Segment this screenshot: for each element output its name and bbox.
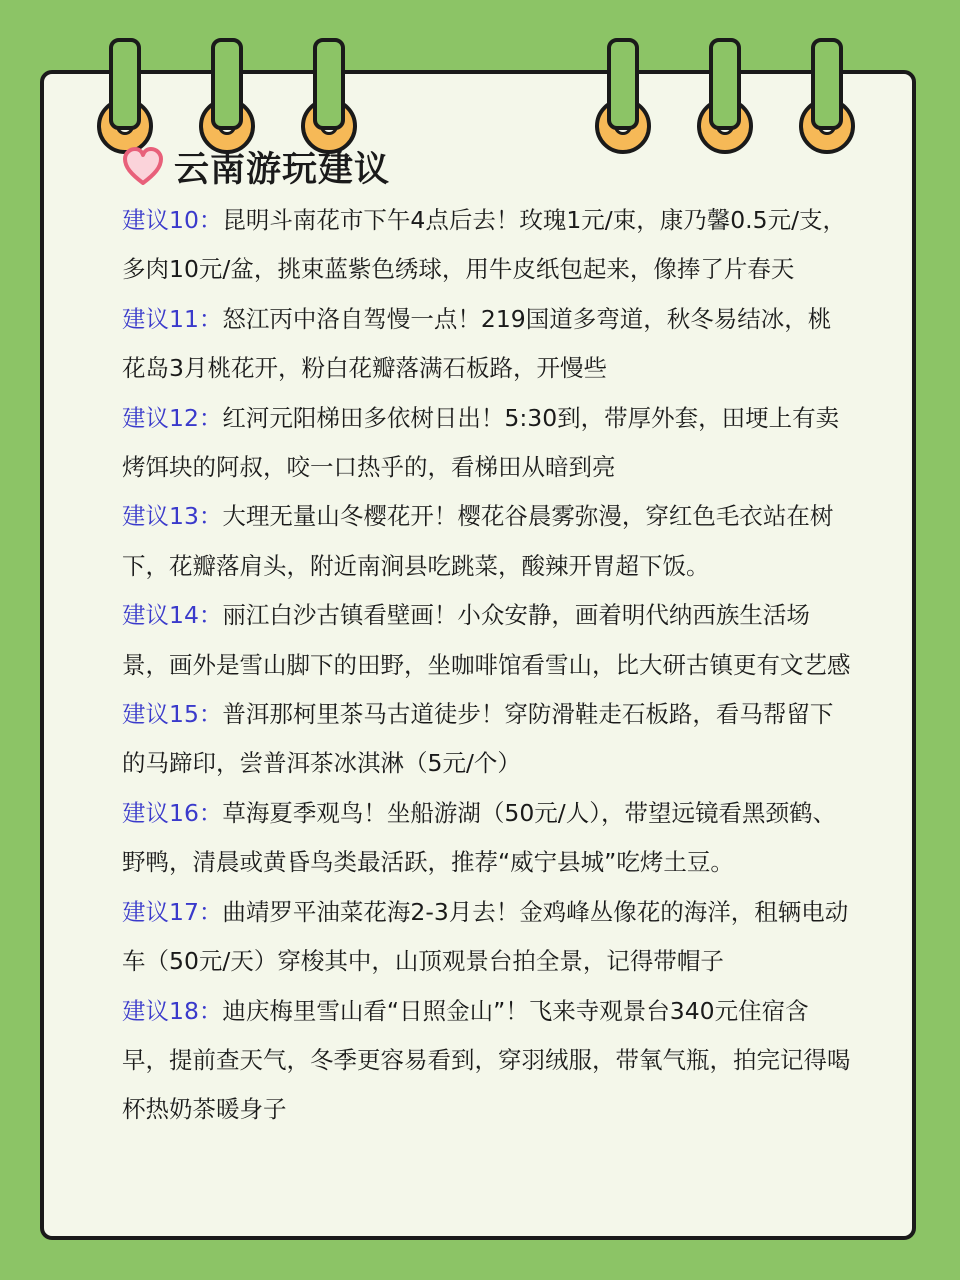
binder-clip: [709, 38, 741, 130]
tip-text: 昆明斗南花市下午4点后去！玫瑰1元/束，康乃馨0.5元/支，多肉10元/盆，挑束蓝紫色绣球，用牛皮纸包起来，像捧了片春天: [122, 206, 847, 284]
tip-item: [122, 789, 852, 888]
tip-label: 建议16：: [122, 798, 223, 827]
tip-text: 迪庆梅里雪山看“日照金山”！飞来寺观景台340元住宿含早，提前查天气，冬季更容易看到，穿羽绒服，带氧气瓶，拍完记得喝杯热奶茶暖身子: [122, 996, 851, 1124]
page-title: 云南游玩建议: [174, 150, 391, 190]
binder-clip: [607, 38, 639, 130]
tip-item: [122, 196, 852, 295]
heart-icon: [122, 146, 164, 188]
tip-text: 普洱那柯里茶马古道徒步！穿防滑鞋走石板路，看马帮留下的马蹄印，尝普洱茶冰淇淋（5元/个）: [122, 700, 834, 778]
tip-text: 大理无量山冬樱花开！樱花谷晨雾弥漫，穿红色毛衣站在树下，花瓣落肩头，附近南涧县吃跳菜，酸辣开胃超下饭。: [122, 502, 834, 580]
title-row: [122, 142, 390, 192]
tip-text: 曲靖罗平油菜花海2-3月去！金鸡峰丛像花的海洋，租辆电动车（50元/天）穿梭其中，山顶观景台拍全景，记得带帽子: [122, 897, 849, 976]
tip-label: 建议11：: [122, 304, 223, 333]
tip-label: 建议14：: [122, 601, 223, 630]
tip-label: 建议12：: [122, 403, 223, 432]
tip-text: 草海夏季观鸟！坐船游湖（50元/人），带望远镜看黑颈鹤、野鸭，清晨或黄昏鸟类最活跃，推荐“威宁县城”吃烤土豆。: [122, 798, 836, 877]
tip-label: 建议15：: [122, 700, 223, 729]
tip-item: [122, 492, 852, 591]
tip-label: 建议13：: [122, 502, 223, 531]
tip-label: 建议18：: [122, 996, 223, 1025]
binder-clip: [811, 38, 843, 130]
tip-label: 建议17：: [122, 897, 223, 926]
tips-list: [122, 196, 852, 1135]
tip-item: [122, 591, 852, 690]
binder-clip: [109, 38, 141, 130]
tip-item: [122, 690, 852, 789]
tip-text: 红河元阳梯田多依树日出！5:30到，带厚外套，田埂上有卖烤饵块的阿叔，咬一口热乎的，看梯田从暗到亮: [122, 403, 840, 482]
binder-clip: [313, 38, 345, 130]
tip-item: [122, 394, 852, 493]
binder-clip: [211, 38, 243, 130]
tip-item: [122, 888, 852, 987]
tip-label: 建议10：: [122, 206, 223, 234]
tip-item: [122, 295, 852, 394]
tip-item: [122, 987, 852, 1135]
tip-text: 丽江白沙古镇看壁画！小众安静，画着明代纳西族生活场景，画外是雪山脚下的田野，坐咖啡馆看雪山，比大研古镇更有文艺感: [122, 601, 851, 679]
tip-text: 怒江丙中洛自驾慢一点！219国道多弯道，秋冬易结冰，桃花岛3月桃花开，粉白花瓣落满石板路，开慢些: [122, 304, 832, 383]
